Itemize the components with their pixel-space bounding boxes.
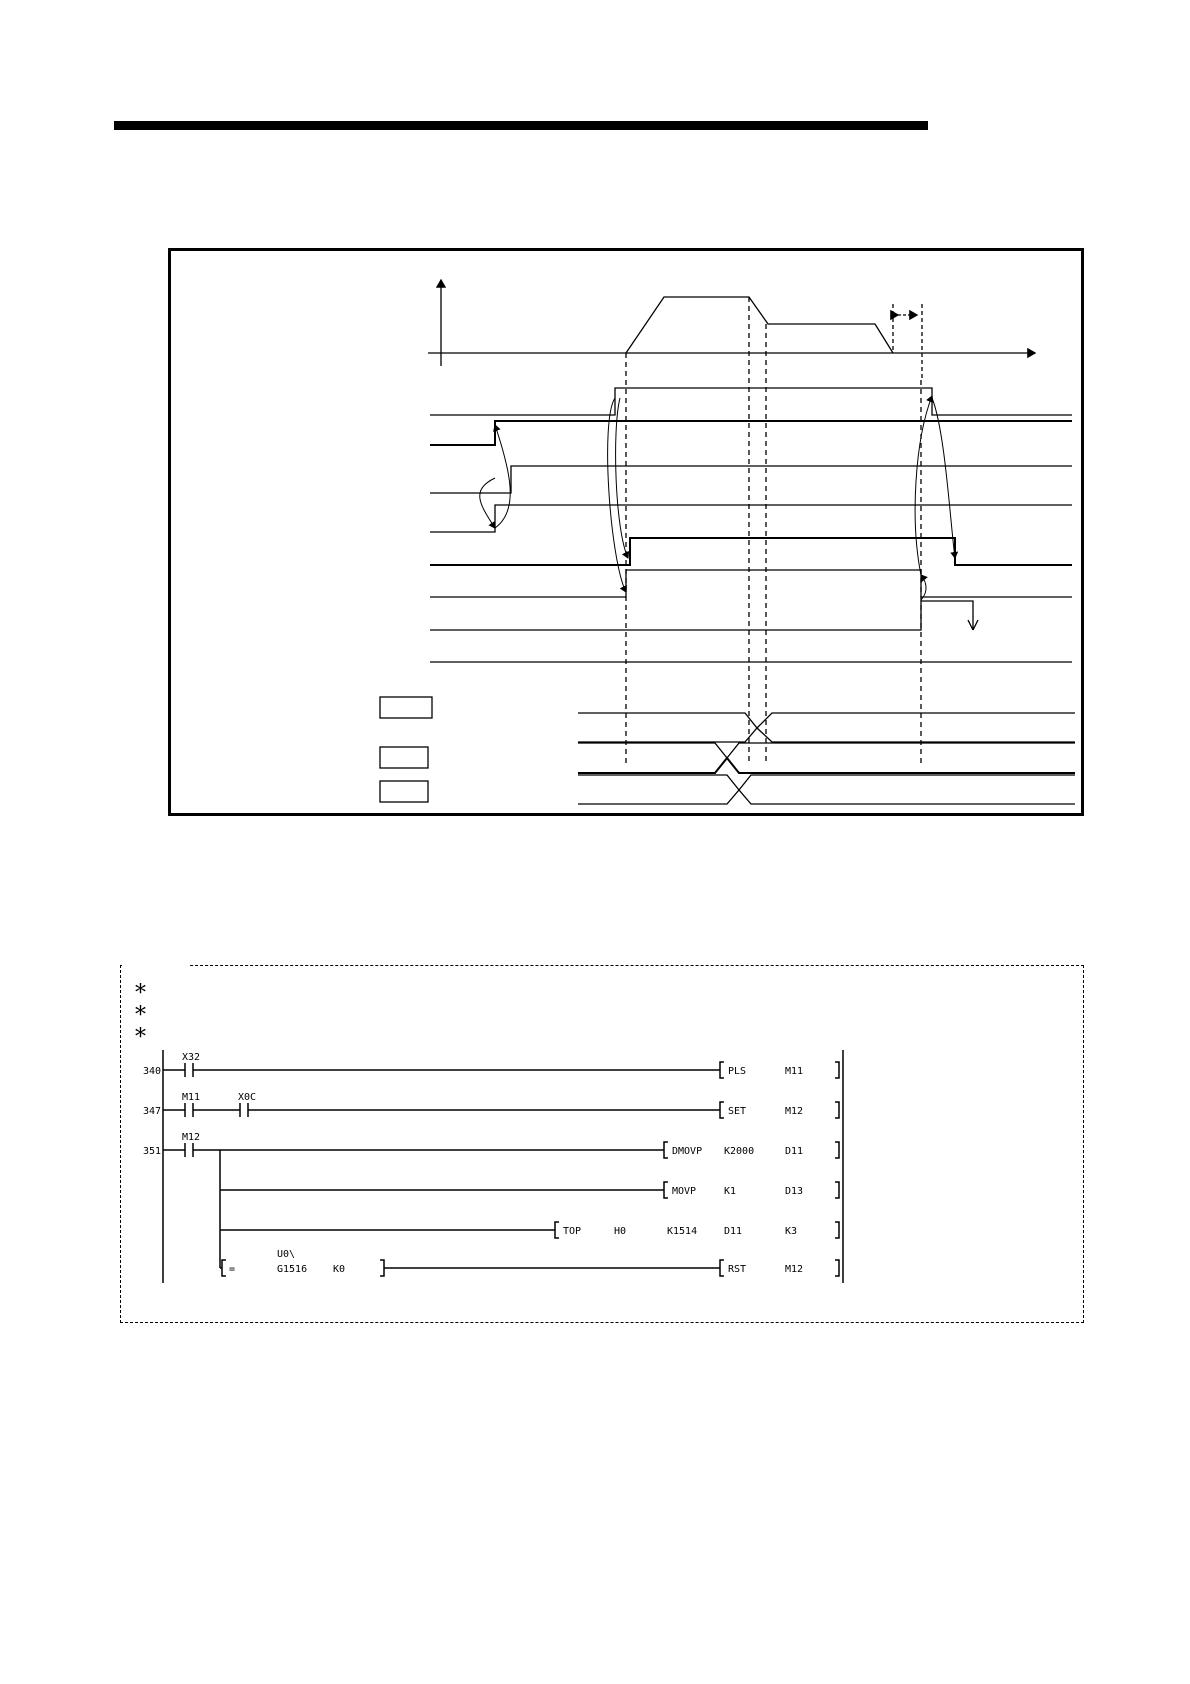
instruction-op: DMOVP [672, 1146, 703, 1157]
instruction-arg: D11 [785, 1146, 804, 1157]
contact-device: M11 [182, 1092, 201, 1103]
instruction-arg: M11 [785, 1066, 804, 1077]
instruction-arg: K1 [724, 1186, 737, 1197]
step-number: 340 [143, 1066, 162, 1077]
instruction-op: MOVP [672, 1186, 697, 1197]
step-number: 351 [143, 1146, 162, 1157]
instruction-arg: M12 [785, 1106, 804, 1117]
contact-device: M12 [182, 1132, 201, 1143]
step-number: 347 [143, 1106, 162, 1117]
instruction-arg: M12 [785, 1264, 804, 1275]
contact-device: X0C [238, 1092, 257, 1103]
instruction-op: PLS [728, 1066, 747, 1077]
instruction-arg: K1514 [667, 1226, 698, 1237]
compare-arg: G1516 [277, 1264, 308, 1275]
compare-arg: U0\ [277, 1249, 296, 1260]
contact-device: X32 [182, 1052, 201, 1063]
compare-op: = [229, 1264, 236, 1275]
instruction-arg: D13 [785, 1186, 804, 1197]
comment-mark: * [135, 981, 146, 1006]
instruction-op: RST [728, 1264, 747, 1275]
comment-mark: * [135, 1025, 146, 1050]
comment-mark: * [135, 1003, 146, 1028]
instruction-arg: K3 [785, 1226, 798, 1237]
instruction-arg: D11 [724, 1226, 743, 1237]
instruction-arg: K2000 [724, 1146, 755, 1157]
compare-arg: K0 [333, 1264, 346, 1275]
instruction-op: TOP [563, 1226, 582, 1237]
instruction-arg: H0 [614, 1226, 627, 1237]
instruction-op: SET [728, 1106, 747, 1117]
